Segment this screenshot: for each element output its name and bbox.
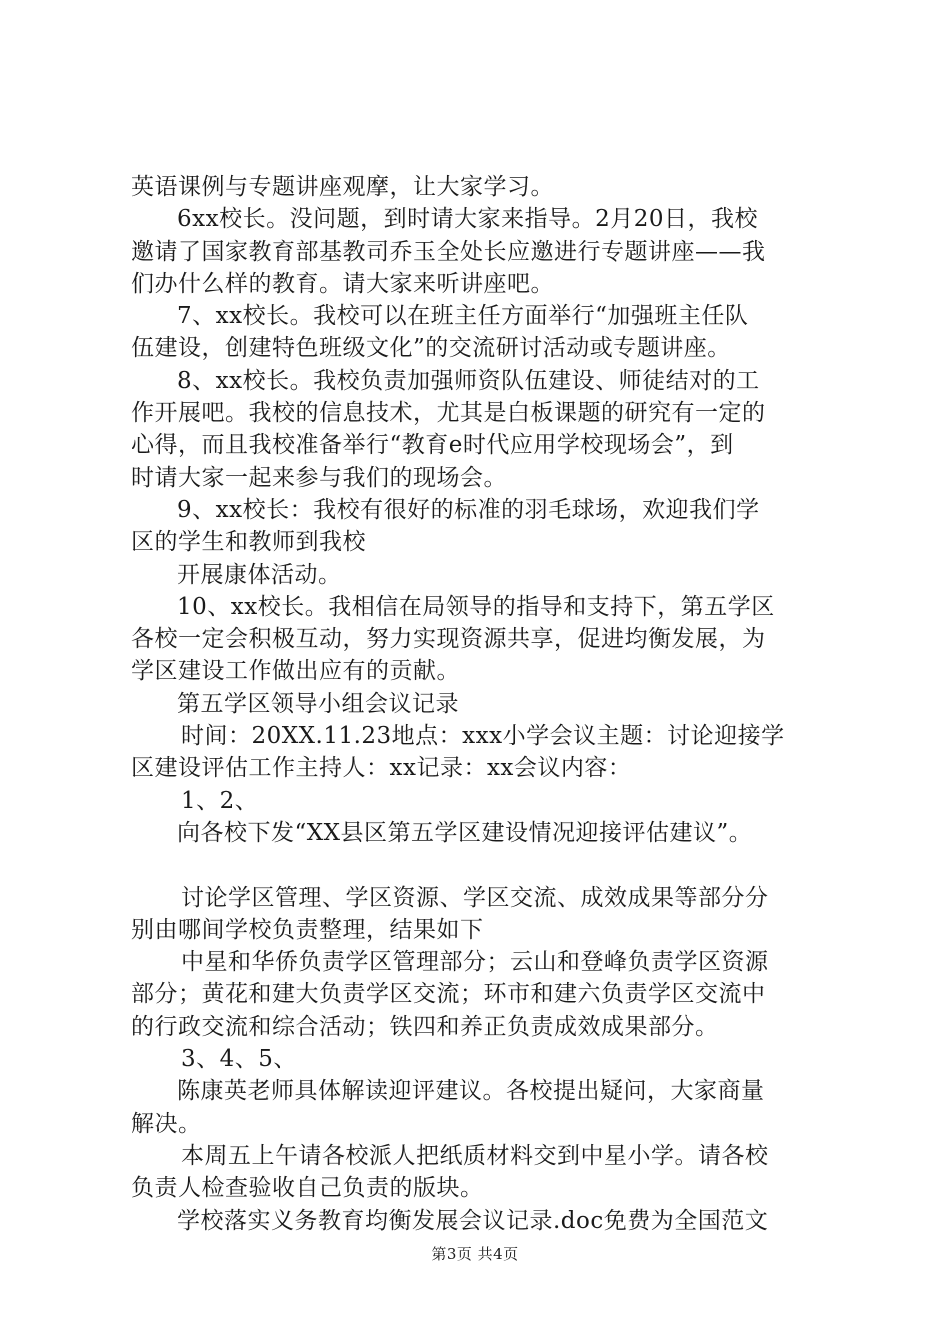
text-line: 作开展吧。我校的信息技术，尤其是白板课题的研究有一定的 xyxy=(131,400,766,427)
text-line: 的行政交流和综合活动；铁四和养正负责成效成果部分。 xyxy=(131,1013,719,1040)
text-line: 邀请了国家教育部基教司乔玉全处长应邀进行专题讲座——我 xyxy=(131,238,766,265)
text-line: 伍建设，创建特色班级文化”的交流研讨活动或专题讲座。 xyxy=(131,335,731,362)
text-line: 开展康体活动。 xyxy=(177,561,342,588)
text-line: 各校一定会积极互动，努力实现资源共享，促进均衡发展，为 xyxy=(131,626,766,653)
text-line: 讨论学区管理、学区资源、学区交流、成效成果等部分分 xyxy=(181,884,769,911)
text-line: 本周五上午请各校派人把纸质材料交到中星小学。请各校 xyxy=(181,1142,769,1169)
text-line: 1、2、 xyxy=(181,787,259,814)
page-number-footer: 第3页 共4页 xyxy=(431,1245,519,1263)
text-line: 学区建设工作做出应有的贡献。 xyxy=(131,658,460,685)
text-line: 8、xx校长。我校负责加强师资队伍建设、师徒结对的工 xyxy=(177,367,760,394)
text-line: 9、xx校长：我校有很好的标准的羽毛球场，欢迎我们学 xyxy=(177,496,760,523)
document-body xyxy=(131,171,831,1237)
text-line: 解决。 xyxy=(131,1110,202,1137)
text-line: 3、4、5、 xyxy=(181,1046,297,1073)
blank-line xyxy=(131,849,831,881)
text-line: 们办什么样的教育。请大家来听讲座吧。 xyxy=(131,270,554,297)
text-line: 时间：20XX.11.23地点：xxx小学会议主题：讨论迎接学 xyxy=(181,723,785,750)
text-line: 区的学生和教师到我校 xyxy=(131,529,366,556)
text-line: 中星和华侨负责学区管理部分；云山和登峰负责学区资源 xyxy=(181,949,769,976)
section-heading: 第五学区领导小组会议记录 xyxy=(177,690,459,717)
text-line: 负责人检查验收自己负责的版块。 xyxy=(131,1175,484,1202)
text-line: 向各校下发“XX县区第五学区建设情况迎接评估建议”。 xyxy=(177,819,753,846)
text-line: 心得，而且我校准备举行“教育e时代应用学校现场会”，到 xyxy=(131,432,734,459)
text-line: 部分；黄花和建大负责学区交流；环市和建六负责学区交流中 xyxy=(131,981,766,1008)
text-line: 时请大家一起来参与我们的现场会。 xyxy=(131,464,507,491)
text-line: 别由哪间学校负责整理，结果如下 xyxy=(131,916,484,943)
text-line: 区建设评估工作主持人：xx记录：xx会议内容： xyxy=(131,755,632,782)
text-line: 6xx校长。没问题，到时请大家来指导。2月20日，我校 xyxy=(177,206,758,233)
text-line: 10、xx校长。我相信在局领导的指导和支持下，第五学区 xyxy=(177,593,775,620)
text-line: 英语课例与专题讲座观摩，让大家学习。 xyxy=(131,174,554,200)
text-line: 7、xx校长。我校可以在班主任方面举行“加强班主任队 xyxy=(177,303,749,330)
text-line: 陈康英老师具体解读迎评建议。各校提出疑问，大家商量 xyxy=(177,1078,765,1105)
text-line: 学校落实义务教育均衡发展会议记录.doc免费为全国范文 xyxy=(177,1207,769,1234)
